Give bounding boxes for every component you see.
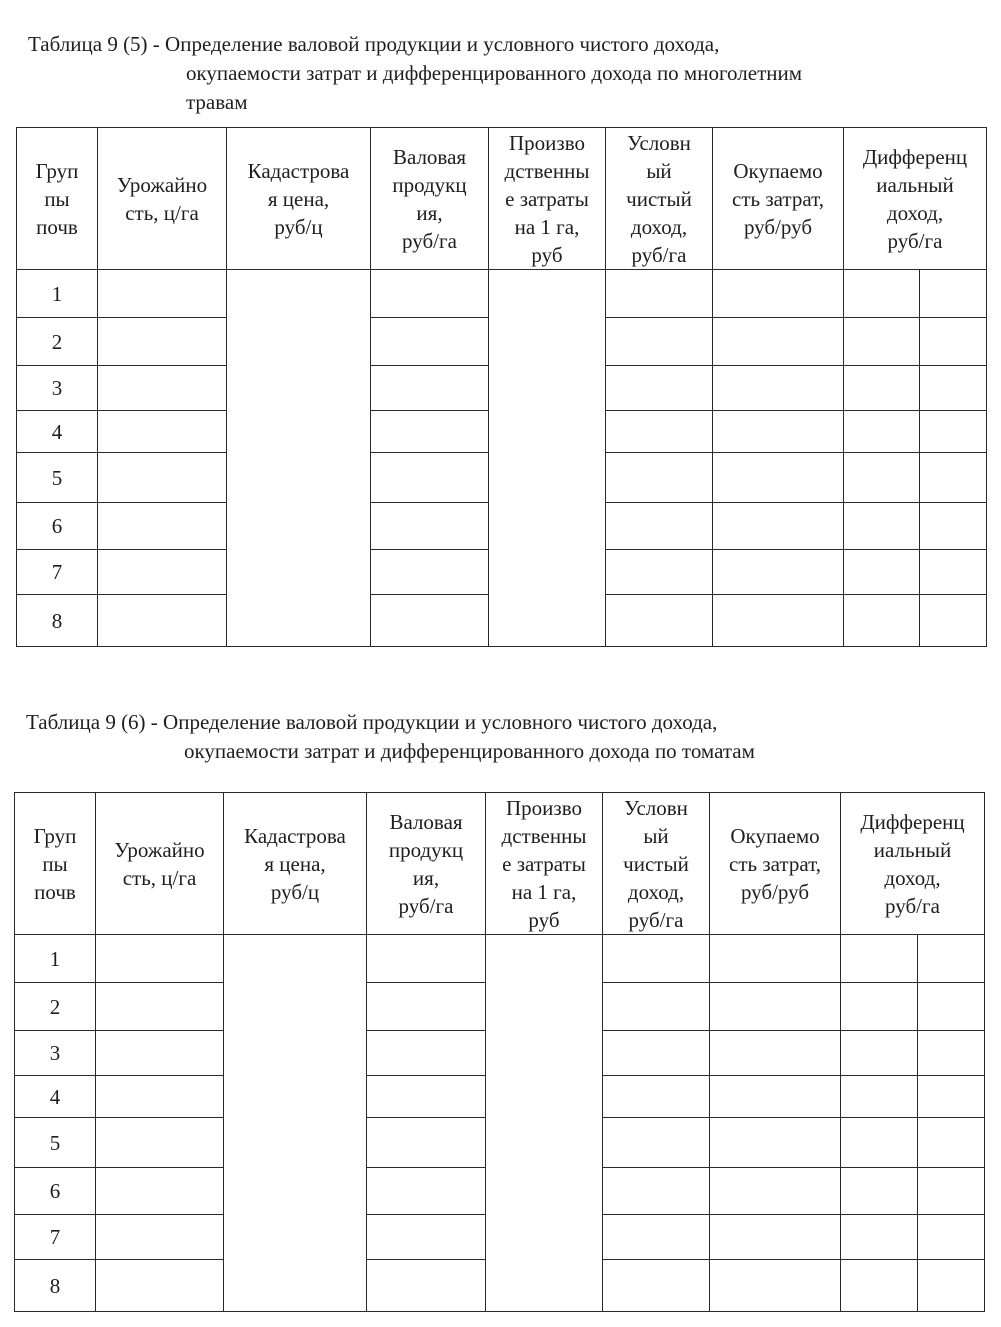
header-cadastral-price: Кадастрова я цена, руб/ц (227, 128, 371, 270)
cell-differential-income-a[interactable] (844, 318, 920, 366)
caption-line: травам (186, 90, 248, 114)
cell-net-income[interactable] (606, 411, 713, 453)
cell-yield[interactable] (96, 1031, 224, 1076)
cell-gross-output[interactable] (371, 503, 489, 550)
cell-yield[interactable] (98, 453, 227, 503)
cell-yield[interactable] (98, 318, 227, 366)
cell-net-income[interactable] (603, 983, 710, 1031)
cell-net-income[interactable] (603, 1215, 710, 1260)
cell-cost-recovery[interactable] (713, 366, 844, 411)
row-number: 8 (17, 595, 98, 647)
cell-yield[interactable] (96, 983, 224, 1031)
cell-cost-recovery[interactable] (713, 550, 844, 595)
cell-cost-recovery[interactable] (713, 270, 844, 318)
cell-differential-income-a[interactable] (844, 595, 920, 647)
cell-cost-recovery[interactable] (713, 595, 844, 647)
row-number: 1 (15, 935, 96, 983)
row-number: 3 (15, 1031, 96, 1076)
row-number: 1 (17, 270, 98, 318)
header-differential-income: Дифференц иальный доход, руб/га (841, 793, 985, 935)
cell-differential-income-a[interactable] (841, 1168, 918, 1215)
cell-gross-output[interactable] (367, 1118, 486, 1168)
header-cadastral-price: Кадастрова я цена, руб/ц (224, 793, 367, 935)
cell-yield[interactable] (96, 1215, 224, 1260)
cell-cost-recovery[interactable] (710, 983, 841, 1031)
row-number: 7 (17, 550, 98, 595)
row-number: 2 (17, 318, 98, 366)
row-number: 4 (17, 411, 98, 453)
cell-yield[interactable] (96, 1118, 224, 1168)
cell-yield[interactable] (98, 366, 227, 411)
cell-differential-income-a[interactable] (841, 1260, 918, 1312)
cell-differential-income-b[interactable] (920, 503, 987, 550)
cell-differential-income-b[interactable] (920, 453, 987, 503)
row-number: 3 (17, 366, 98, 411)
cell-cost-recovery[interactable] (713, 318, 844, 366)
header-cost-recovery: Окупаемо сть затрат, руб/руб (713, 128, 844, 270)
cell-differential-income-b[interactable] (918, 1031, 985, 1076)
cell-differential-income-b[interactable] (918, 1168, 985, 1215)
cell-net-income[interactable] (606, 366, 713, 411)
cell-production-costs-merged[interactable] (489, 270, 606, 647)
header-gross-output: Валовая продукц ия, руб/га (371, 128, 489, 270)
cell-gross-output[interactable] (371, 318, 489, 366)
row-number: 6 (15, 1168, 96, 1215)
cell-differential-income-a[interactable] (841, 935, 918, 983)
table-caption-2 (26, 708, 755, 766)
cell-yield[interactable] (98, 270, 227, 318)
data-table-1 (16, 127, 987, 647)
cell-yield[interactable] (98, 595, 227, 647)
cell-differential-income-a[interactable] (844, 503, 920, 550)
caption-line: Таблица 9 (5) - Определение валовой продукции и условного чистого дохода, (28, 32, 720, 56)
cell-net-income[interactable] (603, 1168, 710, 1215)
cell-gross-output[interactable] (371, 411, 489, 453)
header-cost-recovery: Окупаемо сть затрат, руб/руб (710, 793, 841, 935)
caption-line: Таблица 9 (6) - Определение валовой продукции и условного чистого дохода, (26, 710, 718, 734)
cell-differential-income-b[interactable] (920, 366, 987, 411)
cell-cost-recovery[interactable] (710, 1260, 841, 1312)
cell-differential-income-b[interactable] (918, 935, 985, 983)
cell-yield[interactable] (98, 411, 227, 453)
row-number: 7 (15, 1215, 96, 1260)
cell-net-income[interactable] (606, 595, 713, 647)
cell-differential-income-b[interactable] (920, 270, 987, 318)
table-caption-1 (28, 30, 802, 117)
cell-yield[interactable] (96, 1260, 224, 1312)
cell-net-income[interactable] (606, 270, 713, 318)
header-yield: Урожайно сть, ц/га (98, 128, 227, 270)
cell-yield[interactable] (96, 1076, 224, 1118)
cell-gross-output[interactable] (371, 595, 489, 647)
cell-differential-income-b[interactable] (918, 1118, 985, 1168)
cell-differential-income-b[interactable] (920, 550, 987, 595)
cell-differential-income-b[interactable] (918, 1260, 985, 1312)
cell-net-income[interactable] (606, 318, 713, 366)
cell-gross-output[interactable] (367, 1215, 486, 1260)
cell-differential-income-b[interactable] (918, 1215, 985, 1260)
header-net-income: Условн ый чистый доход, руб/га (603, 793, 710, 935)
row-number: 4 (15, 1076, 96, 1118)
cell-cost-recovery[interactable] (710, 1076, 841, 1118)
cell-net-income[interactable] (606, 503, 713, 550)
cell-differential-income-b[interactable] (920, 318, 987, 366)
header-net-income: Условн ый чистый доход, руб/га (606, 128, 713, 270)
cell-gross-output[interactable] (371, 270, 489, 318)
cell-net-income[interactable] (603, 1031, 710, 1076)
cell-cost-recovery[interactable] (710, 1031, 841, 1076)
cell-gross-output[interactable] (371, 453, 489, 503)
header-production-costs: Произво дственны е затраты на 1 га, руб (489, 128, 606, 270)
data-table-2 (14, 792, 985, 1312)
header-soil-groups: Груп пы почв (15, 793, 96, 935)
cell-gross-output[interactable] (371, 550, 489, 595)
cell-yield[interactable] (98, 550, 227, 595)
cell-cost-recovery[interactable] (713, 411, 844, 453)
caption-line: окупаемости затрат и дифференцированного дохода по многолетним (186, 61, 803, 85)
header-soil-groups: Груп пы почв (17, 128, 98, 270)
cell-differential-income-a[interactable] (841, 1215, 918, 1260)
cell-yield[interactable] (98, 503, 227, 550)
cell-differential-income-a[interactable] (844, 453, 920, 503)
cell-cost-recovery[interactable] (713, 453, 844, 503)
cell-cost-recovery[interactable] (710, 1168, 841, 1215)
cell-differential-income-a[interactable] (841, 1076, 918, 1118)
caption-line: окупаемости затрат и дифференцированного дохода по томатам (184, 739, 755, 763)
cell-differential-income-a[interactable] (844, 366, 920, 411)
cell-cadastral-price-merged[interactable] (224, 935, 367, 1312)
cell-cost-recovery[interactable] (710, 935, 841, 983)
cell-net-income[interactable] (606, 453, 713, 503)
header-production-costs: Произво дственны е затраты на 1 га, руб (486, 793, 603, 935)
cell-gross-output[interactable] (367, 1260, 486, 1312)
cell-cost-recovery[interactable] (710, 1215, 841, 1260)
header-gross-output: Валовая продукц ия, руб/га (367, 793, 486, 935)
cell-differential-income-a[interactable] (841, 1031, 918, 1076)
cell-net-income[interactable] (603, 1118, 710, 1168)
header-differential-income: Дифференц иальный доход, руб/га (844, 128, 987, 270)
cell-differential-income-a[interactable] (841, 983, 918, 1031)
cell-differential-income-a[interactable] (844, 270, 920, 318)
row-number: 5 (17, 453, 98, 503)
cell-yield[interactable] (96, 935, 224, 983)
cell-differential-income-b[interactable] (920, 595, 987, 647)
cell-net-income[interactable] (603, 1076, 710, 1118)
cell-gross-output[interactable] (367, 983, 486, 1031)
cell-yield[interactable] (96, 1168, 224, 1215)
cell-differential-income-a[interactable] (841, 1118, 918, 1168)
cell-gross-output[interactable] (367, 1031, 486, 1076)
cell-gross-output[interactable] (367, 1076, 486, 1118)
row-number: 5 (15, 1118, 96, 1168)
cell-production-costs-merged[interactable] (486, 935, 603, 1312)
cell-cost-recovery[interactable] (713, 503, 844, 550)
row-number: 8 (15, 1260, 96, 1312)
cell-gross-output[interactable] (367, 1168, 486, 1215)
cell-net-income[interactable] (606, 550, 713, 595)
cell-differential-income-a[interactable] (844, 550, 920, 595)
cell-gross-output[interactable] (367, 935, 486, 983)
cell-differential-income-a[interactable] (844, 411, 920, 453)
cell-cadastral-price-merged[interactable] (227, 270, 371, 647)
cell-differential-income-b[interactable] (920, 411, 987, 453)
cell-cost-recovery[interactable] (710, 1118, 841, 1168)
cell-differential-income-b[interactable] (918, 983, 985, 1031)
cell-differential-income-b[interactable] (918, 1076, 985, 1118)
header-yield: Урожайно сть, ц/га (96, 793, 224, 935)
row-number: 6 (17, 503, 98, 550)
row-number: 2 (15, 983, 96, 1031)
cell-gross-output[interactable] (371, 366, 489, 411)
cell-net-income[interactable] (603, 935, 710, 983)
cell-net-income[interactable] (603, 1260, 710, 1312)
